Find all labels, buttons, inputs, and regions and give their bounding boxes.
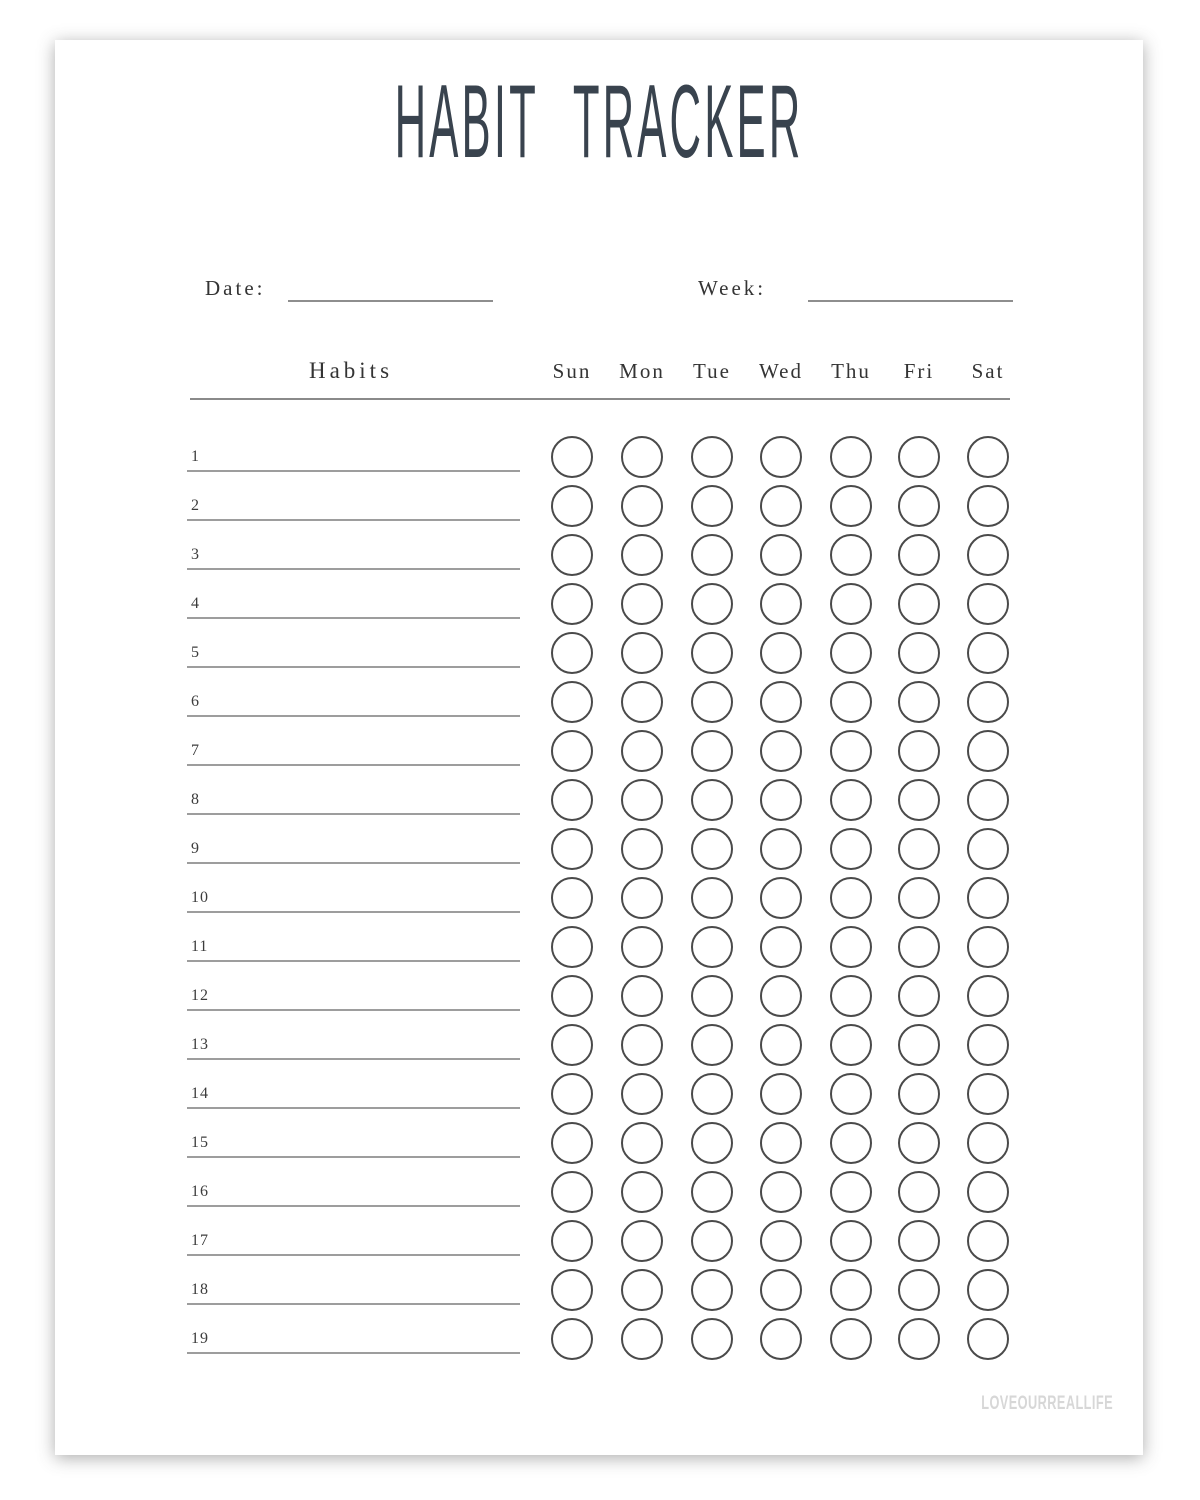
habit-input-line[interactable] xyxy=(187,666,520,668)
habit-check-circle-wed[interactable] xyxy=(760,1318,802,1360)
habit-check-circle-thu[interactable] xyxy=(830,1220,872,1262)
habit-check-circle-fri[interactable] xyxy=(898,632,940,674)
habit-check-circle-wed[interactable] xyxy=(760,877,802,919)
habit-check-circle-mon[interactable] xyxy=(621,1269,663,1311)
habit-check-circle-wed[interactable] xyxy=(760,975,802,1017)
habit-check-circle-sun[interactable] xyxy=(551,926,593,968)
habit-check-circle-sat[interactable] xyxy=(967,681,1009,723)
habit-input-line[interactable] xyxy=(187,1009,520,1011)
habit-check-circle-sun[interactable] xyxy=(551,583,593,625)
habit-check-circle-sat[interactable] xyxy=(967,730,1009,772)
habit-check-circle-mon[interactable] xyxy=(621,730,663,772)
habit-check-circle-sun[interactable] xyxy=(551,534,593,576)
habit-check-circle-wed[interactable] xyxy=(760,681,802,723)
title-wrap xyxy=(55,62,1143,180)
habit-input-line[interactable] xyxy=(187,764,520,766)
habit-check-circle-wed[interactable] xyxy=(760,1122,802,1164)
habit-check-circle-sat[interactable] xyxy=(967,632,1009,674)
rows-container xyxy=(55,437,1143,1368)
habit-check-circle-sun[interactable] xyxy=(551,485,593,527)
habit-check-circle-fri[interactable] xyxy=(898,1024,940,1066)
habit-check-circle-fri[interactable] xyxy=(898,1122,940,1164)
day-header-mon: Mon xyxy=(619,359,665,383)
habit-check-circle-mon[interactable] xyxy=(621,975,663,1017)
habit-check-circle-thu[interactable] xyxy=(830,975,872,1017)
habit-row xyxy=(55,878,1143,927)
habit-input-line[interactable] xyxy=(187,617,520,619)
habit-check-circle-tue[interactable] xyxy=(691,681,733,723)
habit-check-circle-sat[interactable] xyxy=(967,975,1009,1017)
habit-row xyxy=(55,437,1143,486)
habit-check-circle-fri[interactable] xyxy=(898,436,940,478)
habit-check-circle-thu[interactable] xyxy=(830,681,872,723)
habit-check-circle-sat[interactable] xyxy=(967,926,1009,968)
habit-check-circle-sun[interactable] xyxy=(551,1171,593,1213)
row-number: 17 xyxy=(191,1232,209,1249)
row-number: 1 xyxy=(191,448,200,465)
habit-check-circle-mon[interactable] xyxy=(621,926,663,968)
habit-check-circle-fri[interactable] xyxy=(898,1269,940,1311)
habit-input-line[interactable] xyxy=(187,568,520,570)
habit-check-circle-wed[interactable] xyxy=(760,779,802,821)
habit-check-circle-thu[interactable] xyxy=(830,779,872,821)
header-rule xyxy=(190,398,1010,400)
habit-check-circle-fri[interactable] xyxy=(898,485,940,527)
habit-check-circle-sat[interactable] xyxy=(967,828,1009,870)
habit-row xyxy=(55,1123,1143,1172)
habit-check-circle-mon[interactable] xyxy=(621,1024,663,1066)
habit-check-circle-sun[interactable] xyxy=(551,730,593,772)
habit-check-circle-tue[interactable] xyxy=(691,828,733,870)
habit-check-circle-tue[interactable] xyxy=(691,1024,733,1066)
habit-check-circle-sat[interactable] xyxy=(967,583,1009,625)
habit-check-circle-mon[interactable] xyxy=(621,681,663,723)
day-header-wed: Wed xyxy=(759,359,803,383)
habit-check-circle-mon[interactable] xyxy=(621,1171,663,1213)
habit-check-circle-tue[interactable] xyxy=(691,779,733,821)
day-header-thu: Thu xyxy=(831,359,871,383)
habit-input-line[interactable] xyxy=(187,1156,520,1158)
habit-check-circle-tue[interactable] xyxy=(691,632,733,674)
row-number: 16 xyxy=(191,1183,209,1200)
habit-check-circle-thu[interactable] xyxy=(830,926,872,968)
habit-check-circle-thu[interactable] xyxy=(830,1318,872,1360)
habit-check-circle-sat[interactable] xyxy=(967,485,1009,527)
habit-row xyxy=(55,1221,1143,1270)
habit-row xyxy=(55,1025,1143,1074)
habit-input-line[interactable] xyxy=(187,1352,520,1354)
habit-row xyxy=(55,1270,1143,1319)
habit-check-circle-wed[interactable] xyxy=(760,583,802,625)
habit-check-circle-wed[interactable] xyxy=(760,1073,802,1115)
habit-input-line[interactable] xyxy=(187,813,520,815)
habit-check-circle-tue[interactable] xyxy=(691,534,733,576)
habit-row xyxy=(55,1172,1143,1221)
habit-check-circle-sun[interactable] xyxy=(551,632,593,674)
habit-check-circle-thu[interactable] xyxy=(830,730,872,772)
habit-check-circle-wed[interactable] xyxy=(760,828,802,870)
habit-row xyxy=(55,1074,1143,1123)
habit-check-circle-mon[interactable] xyxy=(621,1122,663,1164)
habit-input-line[interactable] xyxy=(187,470,520,472)
habit-check-circle-wed[interactable] xyxy=(760,436,802,478)
habit-check-circle-sat[interactable] xyxy=(967,1220,1009,1262)
week-input-line[interactable] xyxy=(808,300,1013,302)
habit-check-circle-tue[interactable] xyxy=(691,926,733,968)
habit-check-circle-mon[interactable] xyxy=(621,534,663,576)
habit-row xyxy=(55,535,1143,584)
habit-row xyxy=(55,584,1143,633)
habit-check-circle-sat[interactable] xyxy=(967,779,1009,821)
habit-check-circle-sun[interactable] xyxy=(551,1073,593,1115)
habits-column-header: Habits xyxy=(308,358,394,383)
row-number: 19 xyxy=(191,1330,209,1347)
row-number: 13 xyxy=(191,1036,209,1053)
habit-check-circle-fri[interactable] xyxy=(898,730,940,772)
habit-check-circle-fri[interactable] xyxy=(898,828,940,870)
habit-row xyxy=(55,976,1143,1025)
habit-check-circle-wed[interactable] xyxy=(760,632,802,674)
row-number: 18 xyxy=(191,1281,209,1298)
habit-check-circle-sun[interactable] xyxy=(551,877,593,919)
habit-tracker-page xyxy=(55,40,1143,1455)
habit-row xyxy=(55,731,1143,780)
habit-check-circle-mon[interactable] xyxy=(621,436,663,478)
habit-check-circle-tue[interactable] xyxy=(691,436,733,478)
habit-check-circle-sun[interactable] xyxy=(551,681,593,723)
habit-check-circle-sun[interactable] xyxy=(551,436,593,478)
habit-input-line[interactable] xyxy=(187,715,520,717)
habit-check-circle-fri[interactable] xyxy=(898,1220,940,1262)
day-header-sat: Sat xyxy=(971,359,1005,383)
habit-row xyxy=(55,829,1143,878)
habit-check-circle-mon[interactable] xyxy=(621,1073,663,1115)
row-number: 4 xyxy=(191,595,200,612)
habit-row xyxy=(55,682,1143,731)
habit-check-circle-thu[interactable] xyxy=(830,1171,872,1213)
habit-input-line[interactable] xyxy=(187,1107,520,1109)
habit-check-circle-mon[interactable] xyxy=(621,779,663,821)
habit-check-circle-tue[interactable] xyxy=(691,730,733,772)
habit-check-circle-thu[interactable] xyxy=(830,1122,872,1164)
habit-check-circle-tue[interactable] xyxy=(691,583,733,625)
habit-check-circle-mon[interactable] xyxy=(621,877,663,919)
habit-input-line[interactable] xyxy=(187,960,520,962)
habit-input-line[interactable] xyxy=(187,1058,520,1060)
habit-check-circle-thu[interactable] xyxy=(830,632,872,674)
habit-check-circle-fri[interactable] xyxy=(898,779,940,821)
habit-check-circle-wed[interactable] xyxy=(760,1024,802,1066)
habit-check-circle-mon[interactable] xyxy=(621,632,663,674)
row-number: 10 xyxy=(191,889,209,906)
habit-check-circle-sun[interactable] xyxy=(551,1220,593,1262)
habit-check-circle-tue[interactable] xyxy=(691,1171,733,1213)
habit-check-circle-mon[interactable] xyxy=(621,583,663,625)
habit-check-circle-tue[interactable] xyxy=(691,975,733,1017)
habit-check-circle-thu[interactable] xyxy=(830,828,872,870)
habit-input-line[interactable] xyxy=(187,519,520,521)
habit-check-circle-wed[interactable] xyxy=(760,1171,802,1213)
habit-row xyxy=(55,927,1143,976)
habit-check-circle-fri[interactable] xyxy=(898,1073,940,1115)
habit-check-circle-fri[interactable] xyxy=(898,877,940,919)
habit-check-circle-tue[interactable] xyxy=(691,1122,733,1164)
habit-check-circle-wed[interactable] xyxy=(760,485,802,527)
habit-check-circle-sat[interactable] xyxy=(967,877,1009,919)
week-label: Week: xyxy=(698,276,767,300)
habit-check-circle-sun[interactable] xyxy=(551,1318,593,1360)
row-number: 15 xyxy=(191,1134,209,1151)
row-number: 11 xyxy=(191,938,209,955)
habit-row xyxy=(55,633,1143,682)
habit-input-line[interactable] xyxy=(187,1303,520,1305)
habit-check-circle-sun[interactable] xyxy=(551,828,593,870)
habit-check-circle-sat[interactable] xyxy=(967,1073,1009,1115)
habit-check-circle-thu[interactable] xyxy=(830,877,872,919)
habit-check-circle-wed[interactable] xyxy=(760,926,802,968)
habit-check-circle-thu[interactable] xyxy=(830,583,872,625)
habit-check-circle-sat[interactable] xyxy=(967,436,1009,478)
habit-check-circle-fri[interactable] xyxy=(898,975,940,1017)
habit-check-circle-thu[interactable] xyxy=(830,534,872,576)
habit-check-circle-thu[interactable] xyxy=(830,436,872,478)
habit-check-circle-mon[interactable] xyxy=(621,828,663,870)
row-number: 7 xyxy=(191,742,200,759)
habit-check-circle-sat[interactable] xyxy=(967,1318,1009,1360)
habit-check-circle-sun[interactable] xyxy=(551,975,593,1017)
habit-check-circle-fri[interactable] xyxy=(898,583,940,625)
habit-check-circle-sun[interactable] xyxy=(551,1269,593,1311)
row-number: 14 xyxy=(191,1085,209,1102)
date-input-line[interactable] xyxy=(288,300,493,302)
habit-check-circle-mon[interactable] xyxy=(621,1220,663,1262)
habit-check-circle-thu[interactable] xyxy=(830,485,872,527)
habit-check-circle-sat[interactable] xyxy=(967,534,1009,576)
habit-check-circle-thu[interactable] xyxy=(830,1073,872,1115)
row-number: 9 xyxy=(191,840,200,857)
day-header-fri: Fri xyxy=(903,359,935,383)
habit-check-circle-sat[interactable] xyxy=(967,1122,1009,1164)
day-header-tue: Tue xyxy=(693,359,731,383)
habit-check-circle-wed[interactable] xyxy=(760,1269,802,1311)
habit-check-circle-tue[interactable] xyxy=(691,1269,733,1311)
habit-check-circle-fri[interactable] xyxy=(898,1318,940,1360)
watermark: LOVEOURREALLIFE xyxy=(981,1392,1113,1415)
habit-check-circle-thu[interactable] xyxy=(830,1269,872,1311)
row-number: 2 xyxy=(191,497,200,514)
habit-row xyxy=(55,1319,1143,1368)
habit-input-line[interactable] xyxy=(187,1254,520,1256)
habit-check-circle-fri[interactable] xyxy=(898,1171,940,1213)
habit-check-circle-sun[interactable] xyxy=(551,1122,593,1164)
habit-check-circle-mon[interactable] xyxy=(621,1318,663,1360)
row-number: 12 xyxy=(191,987,209,1004)
habit-check-circle-wed[interactable] xyxy=(760,1220,802,1262)
habit-check-circle-fri[interactable] xyxy=(898,926,940,968)
habit-row xyxy=(55,486,1143,535)
habit-check-circle-wed[interactable] xyxy=(760,730,802,772)
day-header-sun: Sun xyxy=(552,359,592,383)
row-number: 6 xyxy=(191,693,200,710)
habit-check-circle-wed[interactable] xyxy=(760,534,802,576)
page-title: HABIT TRACKER xyxy=(394,62,804,180)
habit-check-circle-fri[interactable] xyxy=(898,534,940,576)
habit-check-circle-sat[interactable] xyxy=(967,1269,1009,1311)
habit-check-circle-sat[interactable] xyxy=(967,1171,1009,1213)
habit-check-circle-sun[interactable] xyxy=(551,1024,593,1066)
habit-check-circle-tue[interactable] xyxy=(691,877,733,919)
habit-check-circle-sun[interactable] xyxy=(551,779,593,821)
habit-check-circle-tue[interactable] xyxy=(691,485,733,527)
row-number: 8 xyxy=(191,791,200,808)
habit-input-line[interactable] xyxy=(187,1205,520,1207)
habit-row xyxy=(55,780,1143,829)
habit-check-circle-sat[interactable] xyxy=(967,1024,1009,1066)
habit-check-circle-tue[interactable] xyxy=(691,1220,733,1262)
habit-input-line[interactable] xyxy=(187,862,520,864)
habit-input-line[interactable] xyxy=(187,911,520,913)
habit-check-circle-tue[interactable] xyxy=(691,1073,733,1115)
habit-check-circle-tue[interactable] xyxy=(691,1318,733,1360)
habit-check-circle-fri[interactable] xyxy=(898,681,940,723)
habit-check-circle-thu[interactable] xyxy=(830,1024,872,1066)
habit-check-circle-mon[interactable] xyxy=(621,485,663,527)
row-number: 3 xyxy=(191,546,200,563)
row-number: 5 xyxy=(191,644,200,661)
date-label: Date: xyxy=(205,276,266,300)
